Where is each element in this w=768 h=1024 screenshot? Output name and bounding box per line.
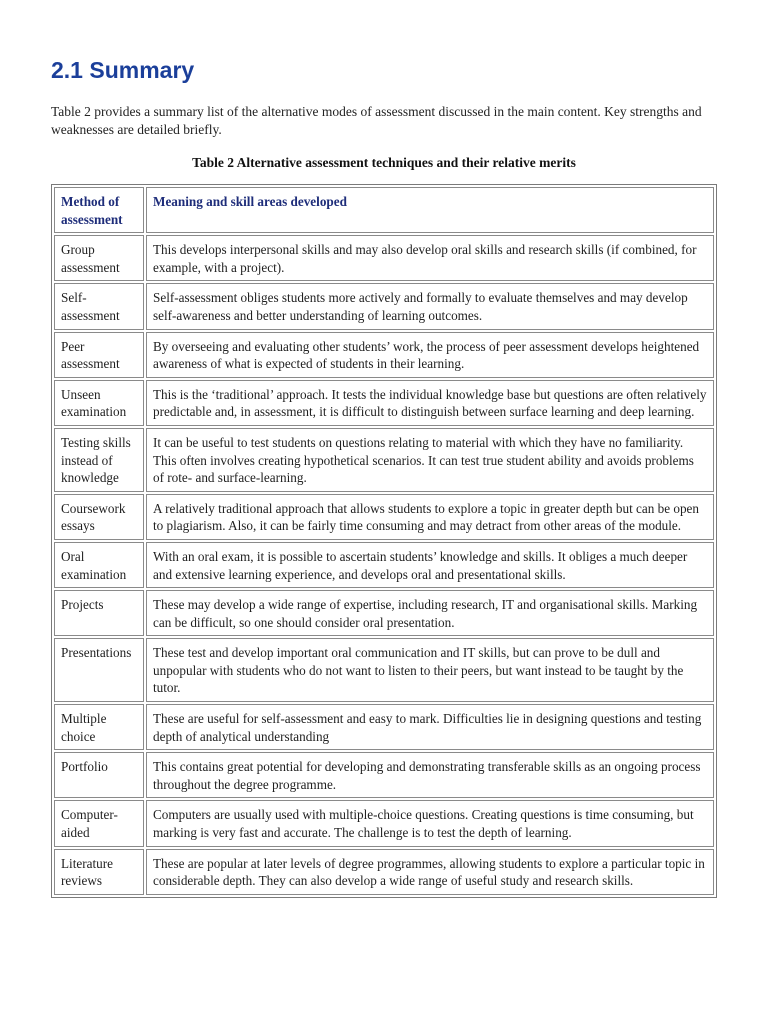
meaning-cell: With an oral exam, it is possible to ascertain students’ knowledge and skills. It obliges a much deeper and extensive learning experience, and develops oral and presentational skills. [146, 542, 714, 588]
table-row [54, 542, 714, 588]
table-row [54, 428, 714, 492]
meaning-cell: These may develop a wide range of expertise, including research, IT and organisational skills. Marking can be difficult, so one should consider oral presentation. [146, 590, 714, 636]
method-cell: Projects [54, 590, 144, 636]
table-row [54, 590, 714, 636]
header-meaning: Meaning and skill areas developed [146, 187, 714, 233]
table-header-row [54, 187, 714, 233]
table-row [54, 494, 714, 540]
method-cell: Self-assessment [54, 283, 144, 329]
meaning-cell: A relatively traditional approach that allows students to explore a topic in greater depth but can be open to plagiarism. Also, it can be fairly time consuming and may detract from other areas of the module. [146, 494, 714, 540]
table-row [54, 638, 714, 702]
intro-paragraph: Table 2 provides a summary list of the alternative modes of assessment discussed in the main content. Key strengths and weaknesses are detailed briefly. [51, 104, 702, 137]
meaning-cell: These are popular at later levels of degree programmes, allowing students to explore a particular topic in considerable depth. They can also develop a wide range of useful study and research skills. [146, 849, 714, 895]
table-row [54, 332, 714, 378]
assessment-table [51, 184, 717, 898]
meaning-cell: Computers are usually used with multiple-choice questions. Creating questions is time consuming, but marking is very fast and accurate. The challenge is to test the depth of learning. [146, 800, 714, 846]
method-cell: Multiple choice [54, 704, 144, 750]
method-cell: Unseen examination [54, 380, 144, 426]
table-row [54, 752, 714, 798]
meaning-cell: These test and develop important oral communication and IT skills, but can prove to be dull and unpopular with students who do not want to listen to their peers, but want instead to be taught by the tutor. [146, 638, 714, 702]
method-cell: Oral examination [54, 542, 144, 588]
method-cell: Peer assessment [54, 332, 144, 378]
table-row [54, 380, 714, 426]
meaning-cell: It can be useful to test students on questions relating to material with which they have no familiarity. This often involves creating hypothetical scenarios. It can test true student ability and avoids problems of rote- and surface-learning. [146, 428, 714, 492]
meaning-cell: This is the ‘traditional’ approach. It tests the individual knowledge base but questions are often relatively predictable and, in assessment, it is difficult to distinguish between surface learning and deep learning. [146, 380, 714, 426]
meaning-cell: Self-assessment obliges students more actively and formally to evaluate themselves and may develop self-awareness and better understanding of learning outcomes. [146, 283, 714, 329]
table-row [54, 849, 714, 895]
method-cell: Presentations [54, 638, 144, 702]
table-row [54, 800, 714, 846]
method-cell: Testing skills instead of knowledge [54, 428, 144, 492]
table-container [51, 184, 717, 898]
table-row [54, 704, 714, 750]
method-cell: Group assessment [54, 235, 144, 281]
meaning-cell: These are useful for self-assessment and easy to mark. Difficulties lie in designing questions and testing depth of analytical understanding [146, 704, 714, 750]
meaning-cell: This develops interpersonal skills and may also develop oral skills and research skills (if combined, for example, with a project). [146, 235, 714, 281]
table-caption: Table 2 Alternative assessment techniques and their relative merits [192, 155, 576, 170]
table-row [54, 235, 714, 281]
meaning-cell: This contains great potential for developing and demonstrating transferable skills as an ongoing process throughout the degree programme. [146, 752, 714, 798]
method-cell: Portfolio [54, 752, 144, 798]
header-method: Method of assessment [54, 187, 144, 233]
table-row [54, 283, 714, 329]
method-cell: Literature reviews [54, 849, 144, 895]
method-cell: Coursework essays [54, 494, 144, 540]
method-cell: Computer-aided [54, 800, 144, 846]
meaning-cell: By overseeing and evaluating other students’ work, the process of peer assessment develops heightened awareness of what is expected of students in their learning. [146, 332, 714, 378]
page-title: 2.1 Summary [51, 57, 195, 83]
